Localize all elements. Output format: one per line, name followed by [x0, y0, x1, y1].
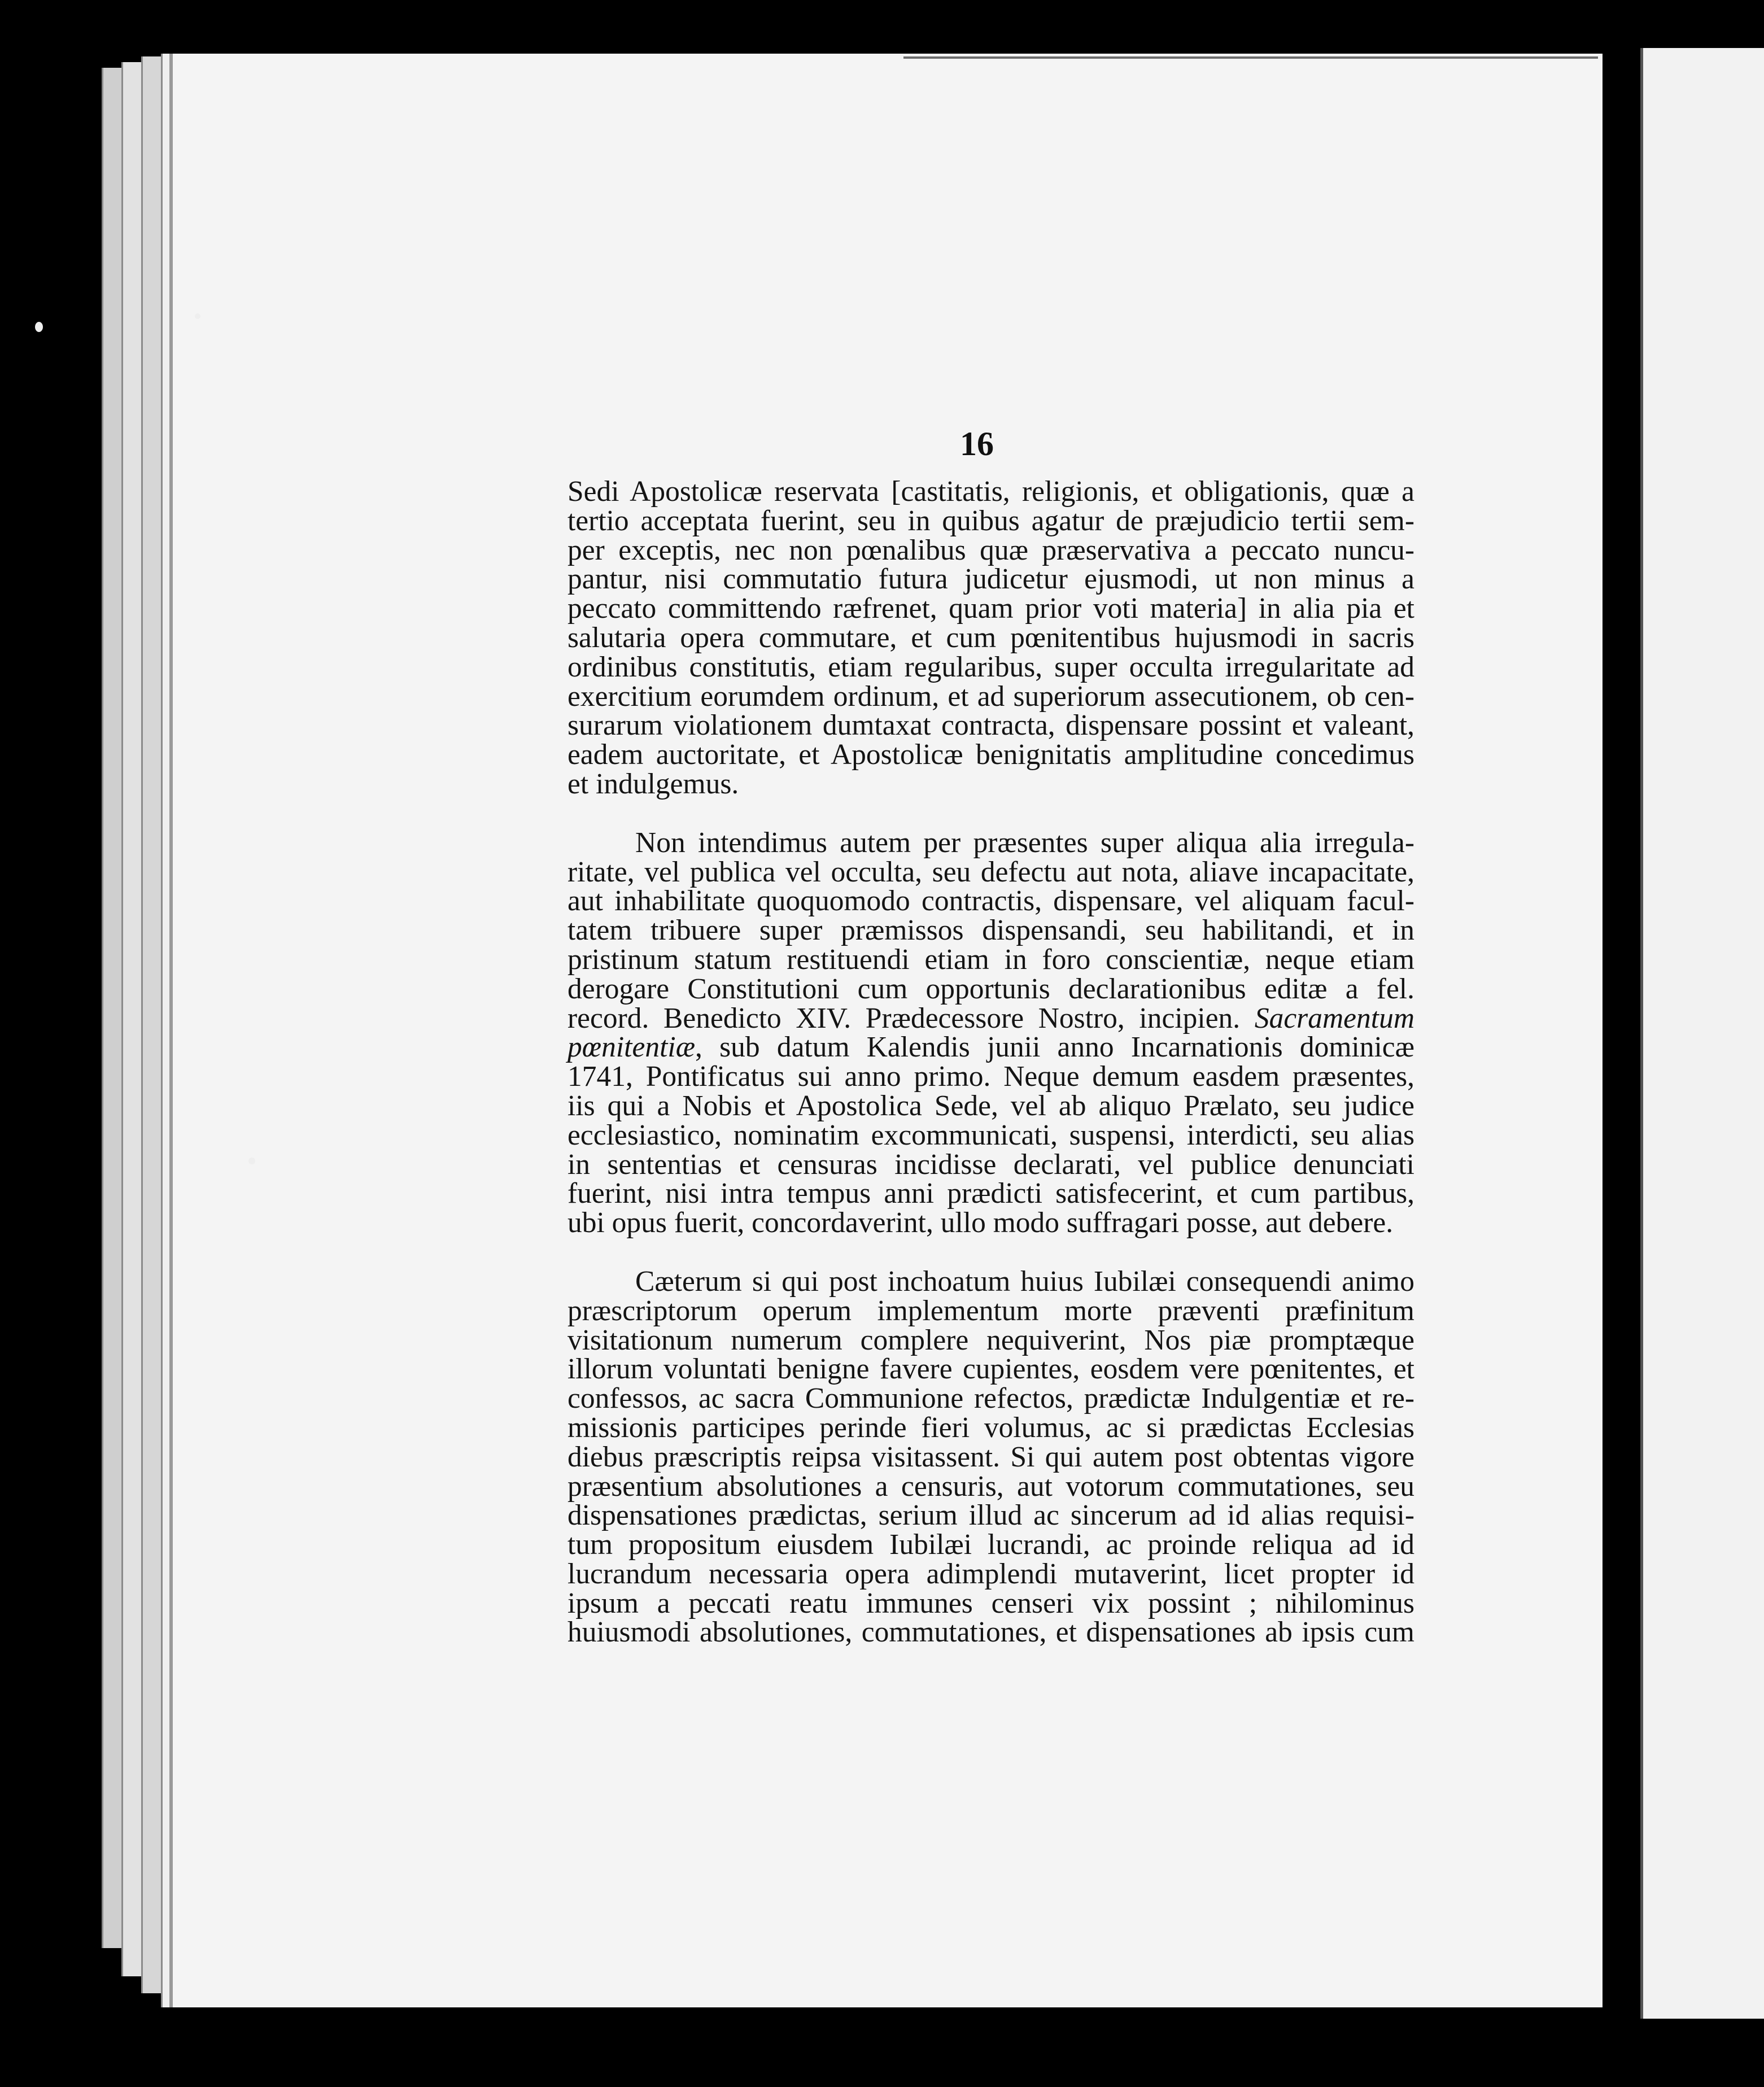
text-line: ritate, vel publica vel occulta, seu defectu aut nota, aliave incapacitate,	[567, 855, 1414, 888]
text-line-with-italic	[567, 1004, 1414, 1033]
text-line: per exceptis, nec non pœnalibus quæ præservativa a peccato nuncu-	[567, 534, 1414, 566]
text-line: dispensationes prædictas, serium illud ac sincerum ad id alias requisi-	[567, 1499, 1414, 1532]
text-line: lucrandum necessaria opera adimplendi mutaverint, licet propter id	[567, 1557, 1414, 1590]
text-line: eadem auctoritate, et Apostolicæ benignitatis amplitudine concedimus	[567, 739, 1414, 771]
page-top-edge	[903, 56, 1598, 76]
text-line-with-italic	[567, 1033, 1414, 1062]
text-line: præscriptorum operum implementum morte præventi præfinitum	[567, 1294, 1414, 1327]
italic-title: pœnitentiæ	[567, 1031, 696, 1064]
text-line: tatem tribuere super præmissos dispensandi, seu habilitandi, et in	[567, 914, 1414, 947]
text-line: peccato committendo ræfrenet, quam prior voti materia] in alia pia et	[567, 592, 1414, 625]
text-line: tertio acceptata fuerint, seu in quibus agatur de præjudicio tertii sem-	[567, 504, 1414, 537]
text-line: exercitium eorumdem ordinum, et ad superiorum assecutionem, ob cen-	[567, 680, 1414, 713]
body-text	[567, 477, 1414, 1676]
scan-speck	[35, 322, 43, 332]
text-line: surarum violationem dumtaxat contracta, dispensare possint et valeant,	[567, 709, 1414, 742]
facing-page-edge	[1640, 48, 1764, 2019]
text-line: fuerint, nisi intra tempus anni prædicti satisfecerint, et cum partibus,	[567, 1177, 1414, 1210]
text-line: missionis participes perinde fieri volumus, ac si prædictas Ecclesias	[567, 1411, 1414, 1444]
text-line: et indulgemus.	[567, 767, 739, 800]
paragraph-2	[567, 828, 1414, 1238]
text-line: 1741, Pontificatus sui anno primo. Neque demum easdem præsentes,	[567, 1060, 1414, 1093]
text-line: huiusmodi absolutiones, commutationes, et dispensationes ab ipsis cum	[567, 1616, 1414, 1649]
text-line: salutaria opera commutare, et cum pœnitentibus hujusmodi in sacris	[567, 621, 1414, 654]
text-line: iis qui a Nobis et Apostolica Sede, vel ab aliquo Prælato, seu judice	[567, 1089, 1414, 1122]
text-fragment: record. Benedicto XIV. Prædecessore Nostro, incipien.	[567, 1002, 1241, 1034]
scan-speck	[195, 313, 200, 319]
text-line: præsentium absolutiones a censuris, aut votorum commutationes, seu	[567, 1470, 1414, 1503]
text-line: ecclesiastico, nominatim excommunicati, suspensi, interdicti, seu alias	[567, 1119, 1414, 1151]
text-fragment: , sub datum Kalendis junii anno Incarnationis dominicæ	[695, 1031, 1414, 1064]
text-line: ipsum a peccati reatu immunes censeri vix possint ; nihilominus	[567, 1587, 1414, 1619]
text-line: pantur, nisi commutatio futura judicetur ejusmodi, ut non minus a	[567, 563, 1414, 596]
page-number: 16	[960, 425, 994, 462]
text-line: derogare Constitutioni cum opportunis declarationibus editæ a fel.	[567, 972, 1414, 1005]
text-line: visitationum numerum complere nequiverint, Nos piæ promptæque	[567, 1324, 1414, 1356]
text-line: pristinum statum restituendi etiam in foro conscientiæ, neque etiam	[567, 943, 1414, 976]
scan-speck	[248, 1158, 255, 1164]
italic-title: Sacramentum	[1254, 1002, 1415, 1034]
text-line: ubi opus fuerit, concordaverint, ullo modo suffragari posse, aut debere.	[567, 1207, 1394, 1239]
text-line: in sententias et censuras incidisse declarati, vel publice denunciati	[567, 1148, 1414, 1181]
paragraph-1	[567, 477, 1414, 799]
text-line: Cæterum si qui post inchoatum huius Iubilæi consequendi animo	[635, 1265, 1414, 1298]
paragraph-3	[567, 1267, 1414, 1647]
text-line: tum propositum eiusdem Iubilæi lucrandi, ac proinde reliqua ad id	[567, 1529, 1414, 1561]
text-line: confessos, ac sacra Communione refectos, prædictæ Indulgentiæ et re-	[567, 1382, 1414, 1415]
text-line: Non intendimus autem per præsentes super aliqua alia irregula-	[635, 826, 1414, 859]
text-line: Sedi Apostolicæ reservata [castitatis, religionis, et obligationis, quæ a	[567, 475, 1414, 508]
text-line: aut inhabilitate quoquomodo contractis, dispensare, vel aliquam facul-	[567, 885, 1414, 918]
text-line: illorum voluntati benigne favere cupientes, eosdem vere pœnitentes, et	[567, 1353, 1414, 1386]
text-line: ordinibus constitutis, etiam regularibus, super occulta irregularitate ad	[567, 650, 1414, 683]
text-line: diebus præscriptis reipsa visitassent. Si qui autem post obtentas vigore	[567, 1440, 1414, 1473]
